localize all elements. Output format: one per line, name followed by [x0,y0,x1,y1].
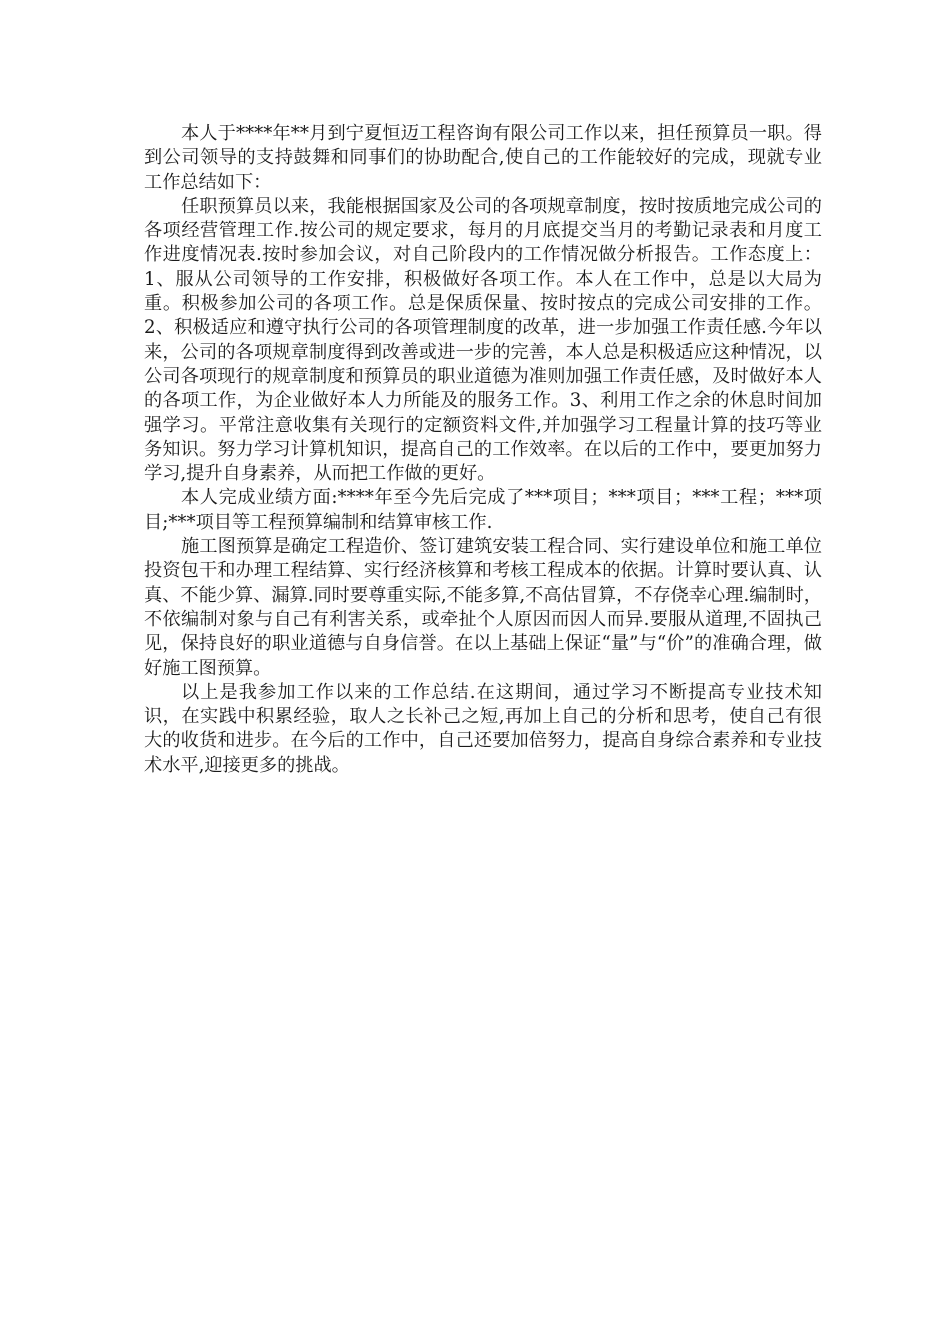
paragraph-achievements: 本人完成业绩方面:****年至今先后完成了***项目；***项目；***工程；***项目;***项目等工程预算编制和结算审核工作. [144,487,822,533]
paragraph-intro: 本人于****年**月到宁夏恒迈工程咨询有限公司工作以来，担任预算员一职。得到公司领导的支持鼓舞和同事们的协助配合,使自己的工作能较好的完成，现就专业工作总结如下： [144,123,822,193]
document-body [144,122,822,778]
paragraph-budget-drawing: 施工图预算是确定工程造价、签订建筑安装工程合同、实行建设单位和施工单位投资包干和办理工程结算、实行经济核算和考核工程成本的依据。计算时要认真、认真、不能少算、漏算.同时要尊重实际,不能多算,不高估冒算，不存侥幸心理.编制时，不依编制对象与自己有利害关系，或牵扯个人原因而因人而异.要服从道理,不固执己见，保持良好的职业道德与自身信誉。在以上基础上保证“量”与“价”的准确合理，做好施工图预算。 [144,536,822,679]
paragraph-work-attitude: 任职预算员以来，我能根据国家及公司的各项规章制度，按时按质地完成公司的各项经营管理工作.按公司的规定要求，每月的月底提交当月的考勤记录表和月度工作进度情况表.按时参加会议，对自己阶段内的工作情况做分析报告。工作态度上：1、服从公司领导的工作安排，积极做好各项工作。本人在工作中，总是以大局为重。积极参加公司的各项工作。总是保质保量、按时按点的完成公司安排的工作。2、积极适应和遵守执行公司的各项管理制度的改革，进一步加强工作责任感.今年以来，公司的各项规章制度得到改善或进一步的完善，本人总是积极适应这种情况，以公司各项现行的规章制度和预算员的职业道德为准则加强工作责任感，及时做好本人的各项工作，为企业做好本人力所能及的服务工作。3、利用工作之余的休息时间加强学习。平常注意收集有关现行的定额资料文件,并加强学习工程量计算的技巧等业务知识。努力学习计算机知识，提高自己的工作效率。在以后的工作中，要更加努力学习,提升自身素养，从而把工作做的更好。 [144,195,822,485]
paragraph-conclusion: 以上是我参加工作以来的工作总结.在这期间，通过学习不断提高专业技术知识，在实践中积累经验，取人之长补己之短,再加上自己的分析和思考，使自己有很大的收货和进步。在今后的工作中，自己还要加倍努力，提高自身综合素养和专业技术水平,迎接更多的挑战。 [144,681,822,776]
